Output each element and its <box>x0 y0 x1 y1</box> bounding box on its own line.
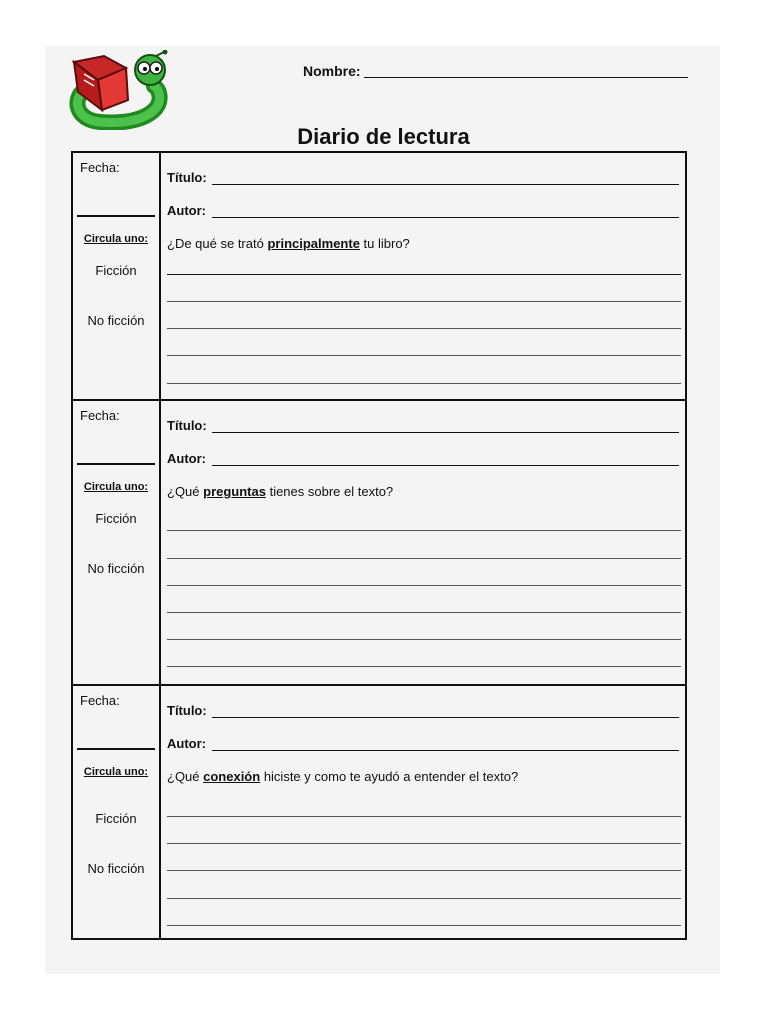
entry-content <box>161 153 685 399</box>
entry-sidebar <box>73 686 161 940</box>
author-field[interactable] <box>212 465 679 466</box>
writing-line[interactable] <box>167 639 681 640</box>
writing-line[interactable] <box>167 925 681 926</box>
writing-line[interactable] <box>167 355 681 356</box>
nonfiction-option[interactable]: No ficción <box>87 861 145 876</box>
entry-sidebar <box>73 401 161 686</box>
nonfiction-option[interactable]: No ficción <box>87 561 145 576</box>
bookworm-reading-icon <box>64 50 172 130</box>
writing-line[interactable] <box>167 666 681 667</box>
entry-content <box>161 686 685 940</box>
entry-content <box>161 401 685 686</box>
circle-one-label: Circula uno: <box>83 766 149 778</box>
title-field[interactable] <box>212 184 679 185</box>
date-field[interactable] <box>77 463 155 465</box>
date-field[interactable] <box>77 748 155 750</box>
circle-one-label: Circula uno: <box>83 481 149 493</box>
date-label: Fecha: <box>80 408 120 423</box>
author-label: Autor: <box>167 203 206 218</box>
circle-one-label: Circula uno: <box>83 233 149 245</box>
question-text: ¿De qué se trató principalmente tu libro? <box>167 236 410 251</box>
name-field[interactable] <box>364 77 688 78</box>
writing-line[interactable] <box>167 585 681 586</box>
author-field[interactable] <box>212 217 679 218</box>
title-label: Título: <box>167 170 207 185</box>
date-label: Fecha: <box>80 693 120 708</box>
writing-line[interactable] <box>167 816 681 817</box>
question-text: ¿Qué preguntas tienes sobre el texto? <box>167 484 394 499</box>
author-label: Autor: <box>167 451 206 466</box>
page-title: Diario de lectura <box>297 124 470 149</box>
journal-grid <box>71 151 687 940</box>
writing-line[interactable] <box>167 843 681 844</box>
fiction-option[interactable]: Ficción <box>95 263 137 278</box>
title-field[interactable] <box>212 717 679 718</box>
writing-line[interactable] <box>167 328 681 329</box>
title-label: Título: <box>167 703 207 718</box>
writing-line[interactable] <box>167 301 681 302</box>
entry-sidebar <box>73 153 161 399</box>
writing-line[interactable] <box>167 870 681 871</box>
writing-line[interactable] <box>167 558 681 559</box>
title-field[interactable] <box>212 432 679 433</box>
fiction-option[interactable]: Ficción <box>95 511 137 526</box>
nonfiction-option[interactable]: No ficción <box>87 313 145 328</box>
date-label: Fecha: <box>80 160 120 175</box>
writing-line[interactable] <box>167 530 681 531</box>
journal-entry-2 <box>73 399 685 686</box>
title-label: Título: <box>167 418 207 433</box>
writing-line[interactable] <box>167 612 681 613</box>
question-text: ¿Qué conexión hiciste y como te ayudó a entender el texto? <box>167 769 519 784</box>
writing-line[interactable] <box>167 383 681 384</box>
writing-line[interactable] <box>167 274 681 275</box>
author-label: Autor: <box>167 736 206 751</box>
name-label: Nombre: <box>303 63 361 79</box>
fiction-option[interactable]: Ficción <box>95 811 137 826</box>
journal-entry-3 <box>73 684 685 940</box>
writing-line[interactable] <box>167 898 681 899</box>
journal-entry-1 <box>73 153 685 399</box>
date-field[interactable] <box>77 215 155 217</box>
author-field[interactable] <box>212 750 679 751</box>
